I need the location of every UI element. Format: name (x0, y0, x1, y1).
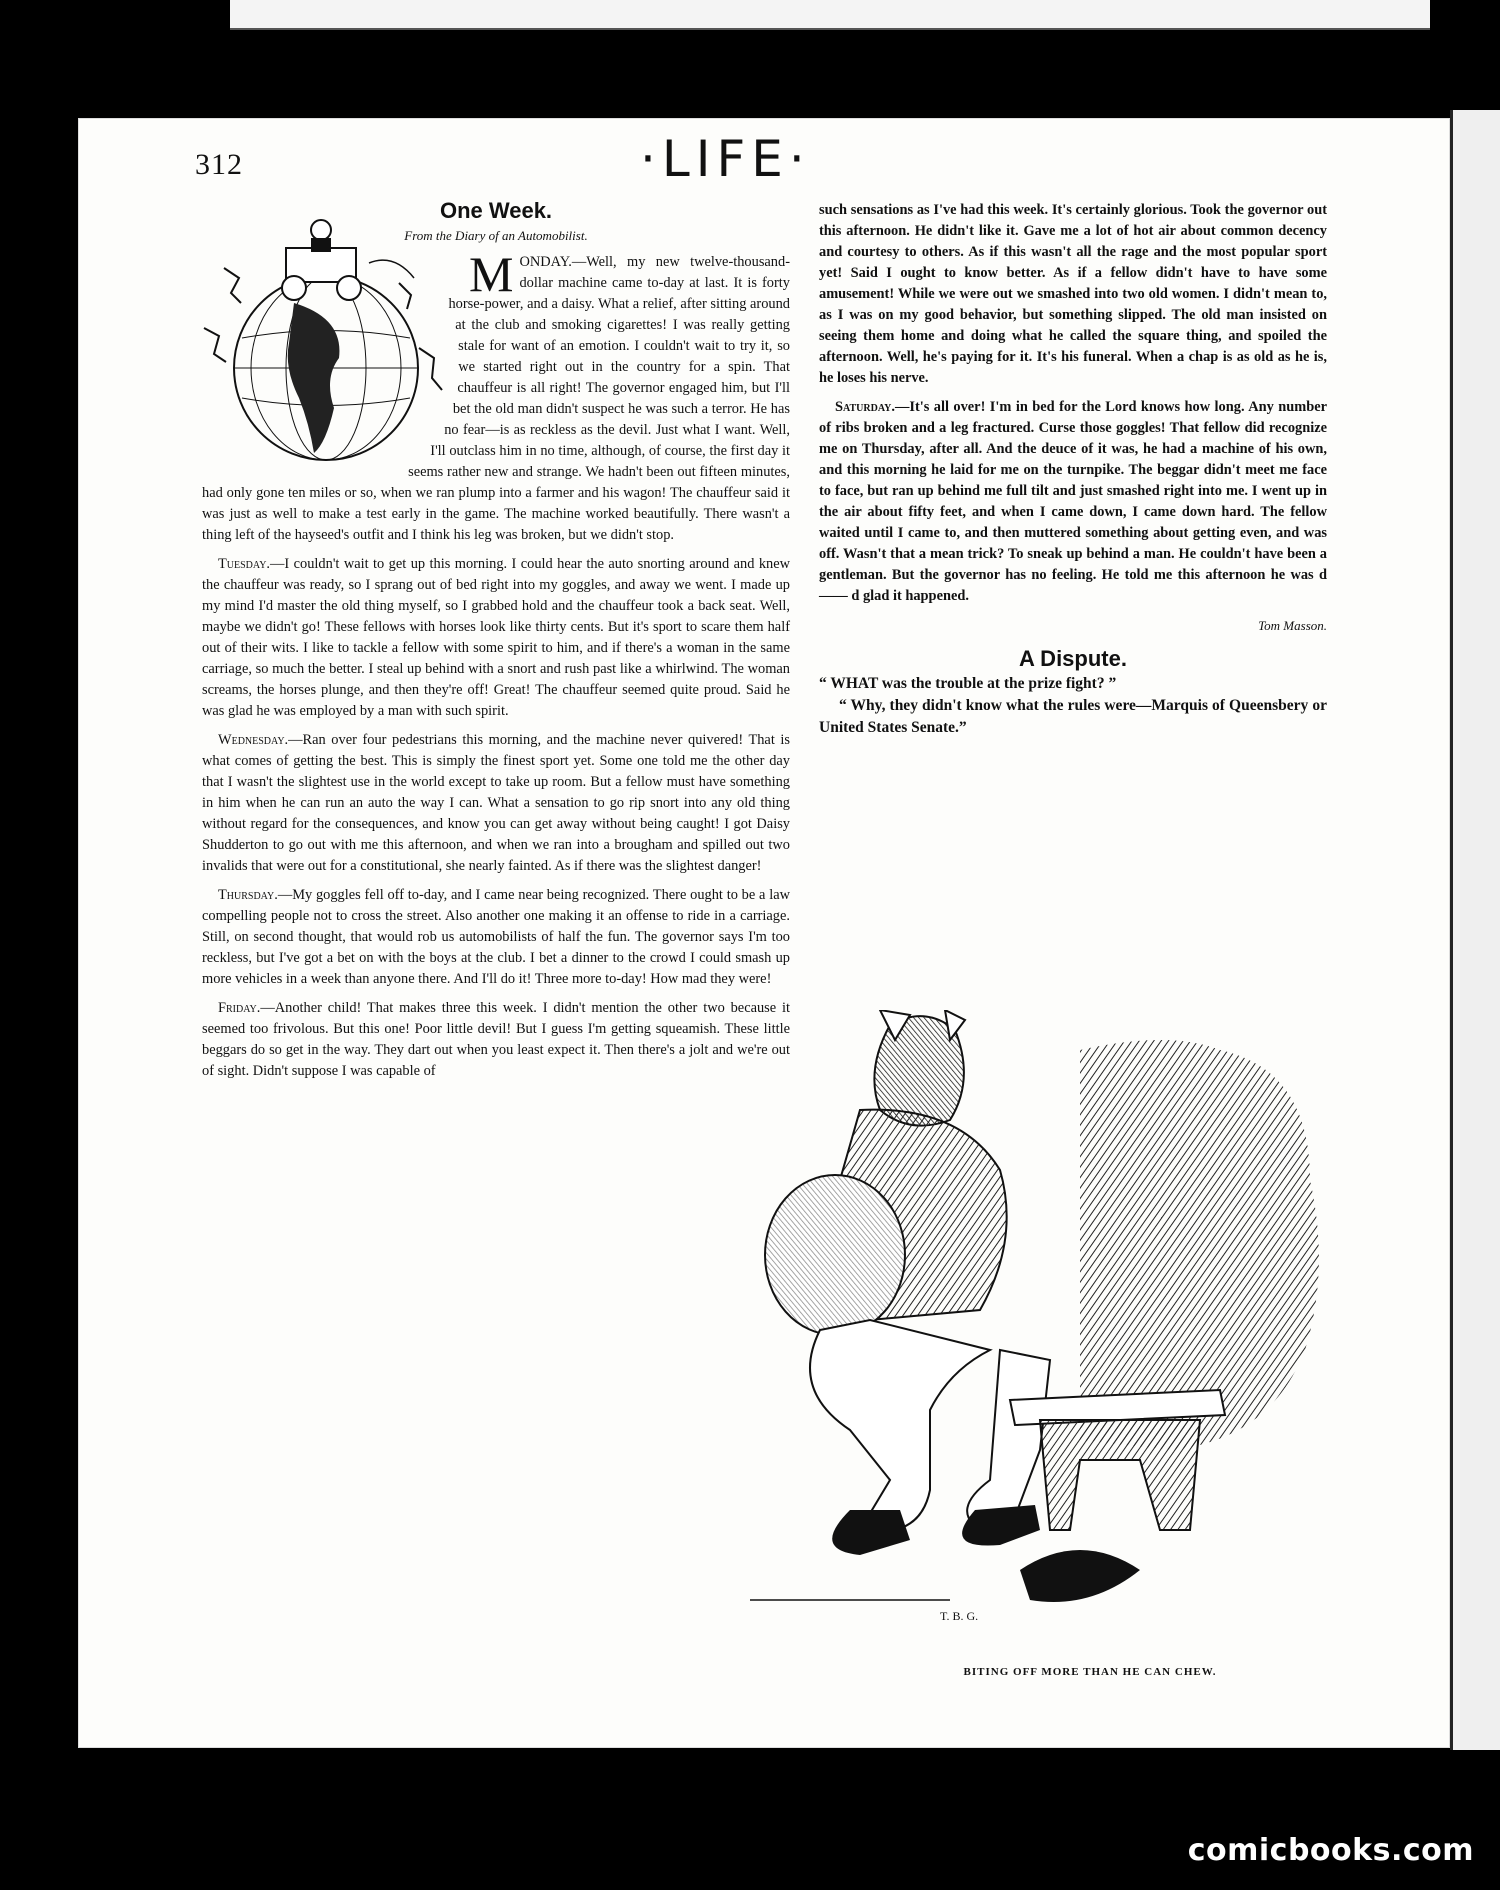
left-column (202, 200, 790, 1090)
article-subtitle: From the Diary of an Automobilist. (404, 228, 588, 243)
wednesday-label: Wednesday. (218, 732, 289, 748)
tuesday-label: Tuesday. (218, 556, 271, 572)
dispute-answer: “ Why, they didn't know what the rules were—Marquis of Queensbery or United States Senate.” (819, 697, 1327, 736)
masthead: ·LIFE· (640, 130, 811, 188)
saturday-label: Saturday. (835, 399, 895, 415)
top-hat (1020, 1550, 1140, 1602)
right-column (819, 200, 1327, 739)
wednesday-entry: —Ran over four pedestrians this morning, and the machine never quivered! That is what comes of getting the best. This is simply the finest sport yet. Some one told me the other day that I wasn't the slightest use in the world except to take up room. But a fellow must have something in him when he can run an auto the way I can. What a sensation to go rip snort into any old thing without regard for the consequences, and know you can get away without being caught! I got Daisy Shudderton to go out with me this afternoon, and when we ran into a brougham and spilled out two invalids that were out for a constitutional, she nearly fainted. As if there was the slightest danger! (202, 732, 790, 874)
legs (810, 1320, 990, 1532)
boot (832, 1510, 910, 1555)
thursday-entry: —My goggles fell off to-day, and I came near being recognized. There ought to be a law compelling people not to cross the street. Also another one making it an offense to ride in a carriage. Still, on second thought, that would rob us automobilists of half the fun. The governor says I'm too reckless, but I've got a bet on with the boys at the club. I bet a dinner to the crowd I could smash up more vehicles in a week than anyone there. And I'll do it! Three more to-day! How mad they were! (202, 887, 790, 987)
next-page-edge (1450, 110, 1500, 1750)
dispute-question: “ WHAT was the trouble at the prize fight? ” (819, 675, 1117, 692)
page-number: 312 (195, 148, 243, 181)
friday-entry-continued: such sensations as I've had this week. It's certainly glorious. Took the governor out this afternoon. He didn't like it. Gave me a lot of hot air about common decency and courtesy to others. As if this wasn't all the rage and the most popular sport yet! Said I ought to know better. As if a fellow didn't have to have some amusement! While we were out we smashed into two old women. I didn't mean to, as I was on my good behavior, but something slipped. The old man insisted on seeing them home and doing what he called the square thing, and spoiled the afternoon. Well, he's paying for it. It's his funeral. When a chap is as old as he is, he loses his nerve. (819, 202, 1327, 386)
drop-cap: M (469, 246, 514, 302)
byline: Tom Masson. (1258, 618, 1327, 633)
monday-entry: ONDAY.—Well, my new twelve-thousand-dollar machine came to-day at last. It is forty horse-power, and a daisy. What a relief, after sitting around at the club and smoking cigarettes! I was really getting stale for want of an emotion. I couldn't wait to try it, so we started right out in the country for a spin. That chauffeur is all right! The governor engaged him, but I'll bet the old man didn't suspect he was such a terror. He has no fear—is as reckless as the devil. Just what I want. Well, I'll outclass him in no time, although, of course, the first day it seems rather new and strange. We hadn't been out fifteen minutes, had only gone ten miles or so, when we ran plump into a farmer and his wagon! The chauffeur said it was just as well to make a test early in the game. The machine worked beautifully. There wasn't a thing left of the hayseed's outfit and I think his leg was broken, but we didn't stop. (202, 254, 790, 543)
friday-label: Friday. (218, 1000, 261, 1016)
friday-entry: —Another child! That makes three this week. I didn't mention the other two because it seemed too frivolous. But this one! Poor little devil! But I guess I'm getting squeamish. These little beggars do so get in the way. They dart out when you least expect it. Then there's a jolt and we're out of sight. Didn't suppose I was capable of (202, 1000, 790, 1079)
globe-automobile-illustration (194, 208, 459, 468)
dispute-text (819, 673, 1327, 739)
previous-page-edge (230, 0, 1430, 30)
artist-signature: T. B. G. (940, 1609, 979, 1623)
tuesday-entry: —I couldn't wait to get up this morning. I could hear the auto snorting around and knew the chauffeur was ready, so I sprang out of bed right into my goggles, and away we went. I made up my mind I'd master the old thing myself, so I grabbed hold and the chauffeur took a back seat. Well, maybe we didn't go! These fellows with horses look like thirty cents. But it's sport to scare them half out of their wits. I like to tackle a fellow with some spirit to him, and if there's a woman in the same carriage, so much the better. I steal up behind with a snort and rush past like a whirlwind. The woman screams, the horses plunge, and then they're off! Great! The chauffeur seemed quite proud. Said he was glad he was employed by a man with such spirit. (202, 556, 790, 719)
cartoon-caption: BITING OFF MORE THAN HE CAN CHEW. (963, 1666, 1217, 1678)
cartoon-illustration (750, 1010, 1340, 1650)
watermark: comicbooks.com (1187, 1833, 1474, 1868)
article-title-a-dispute: A Dispute. (1019, 646, 1127, 671)
thursday-label: Thursday. (218, 887, 278, 903)
saturday-entry: —It's all over! I'm in bed for the Lord knows how long. Any number of ribs broken and a leg fractured. Curse those goggles! That fellow did recognize me on Thursday, after all. And the deuce of it was, he had a machine of his own, and this morning he laid for me on the turnpike. The beggar didn't meet me face to face, but ran up behind me full tilt and just smashed right into me. I went up in the air about fifty feet, and when I came down, I came down hard. The fellow waited until I came to, and then muttered something about getting even, and was off. Wasn't that a mean trick? To sneak up behind a man. He couldn't have been a gentleman. But the governor has no feeling. He told me this afternoon he was d —— d glad it happened. (819, 399, 1327, 604)
article-title-one-week: One Week. (439, 198, 553, 223)
background-shadow (1080, 1040, 1319, 1450)
